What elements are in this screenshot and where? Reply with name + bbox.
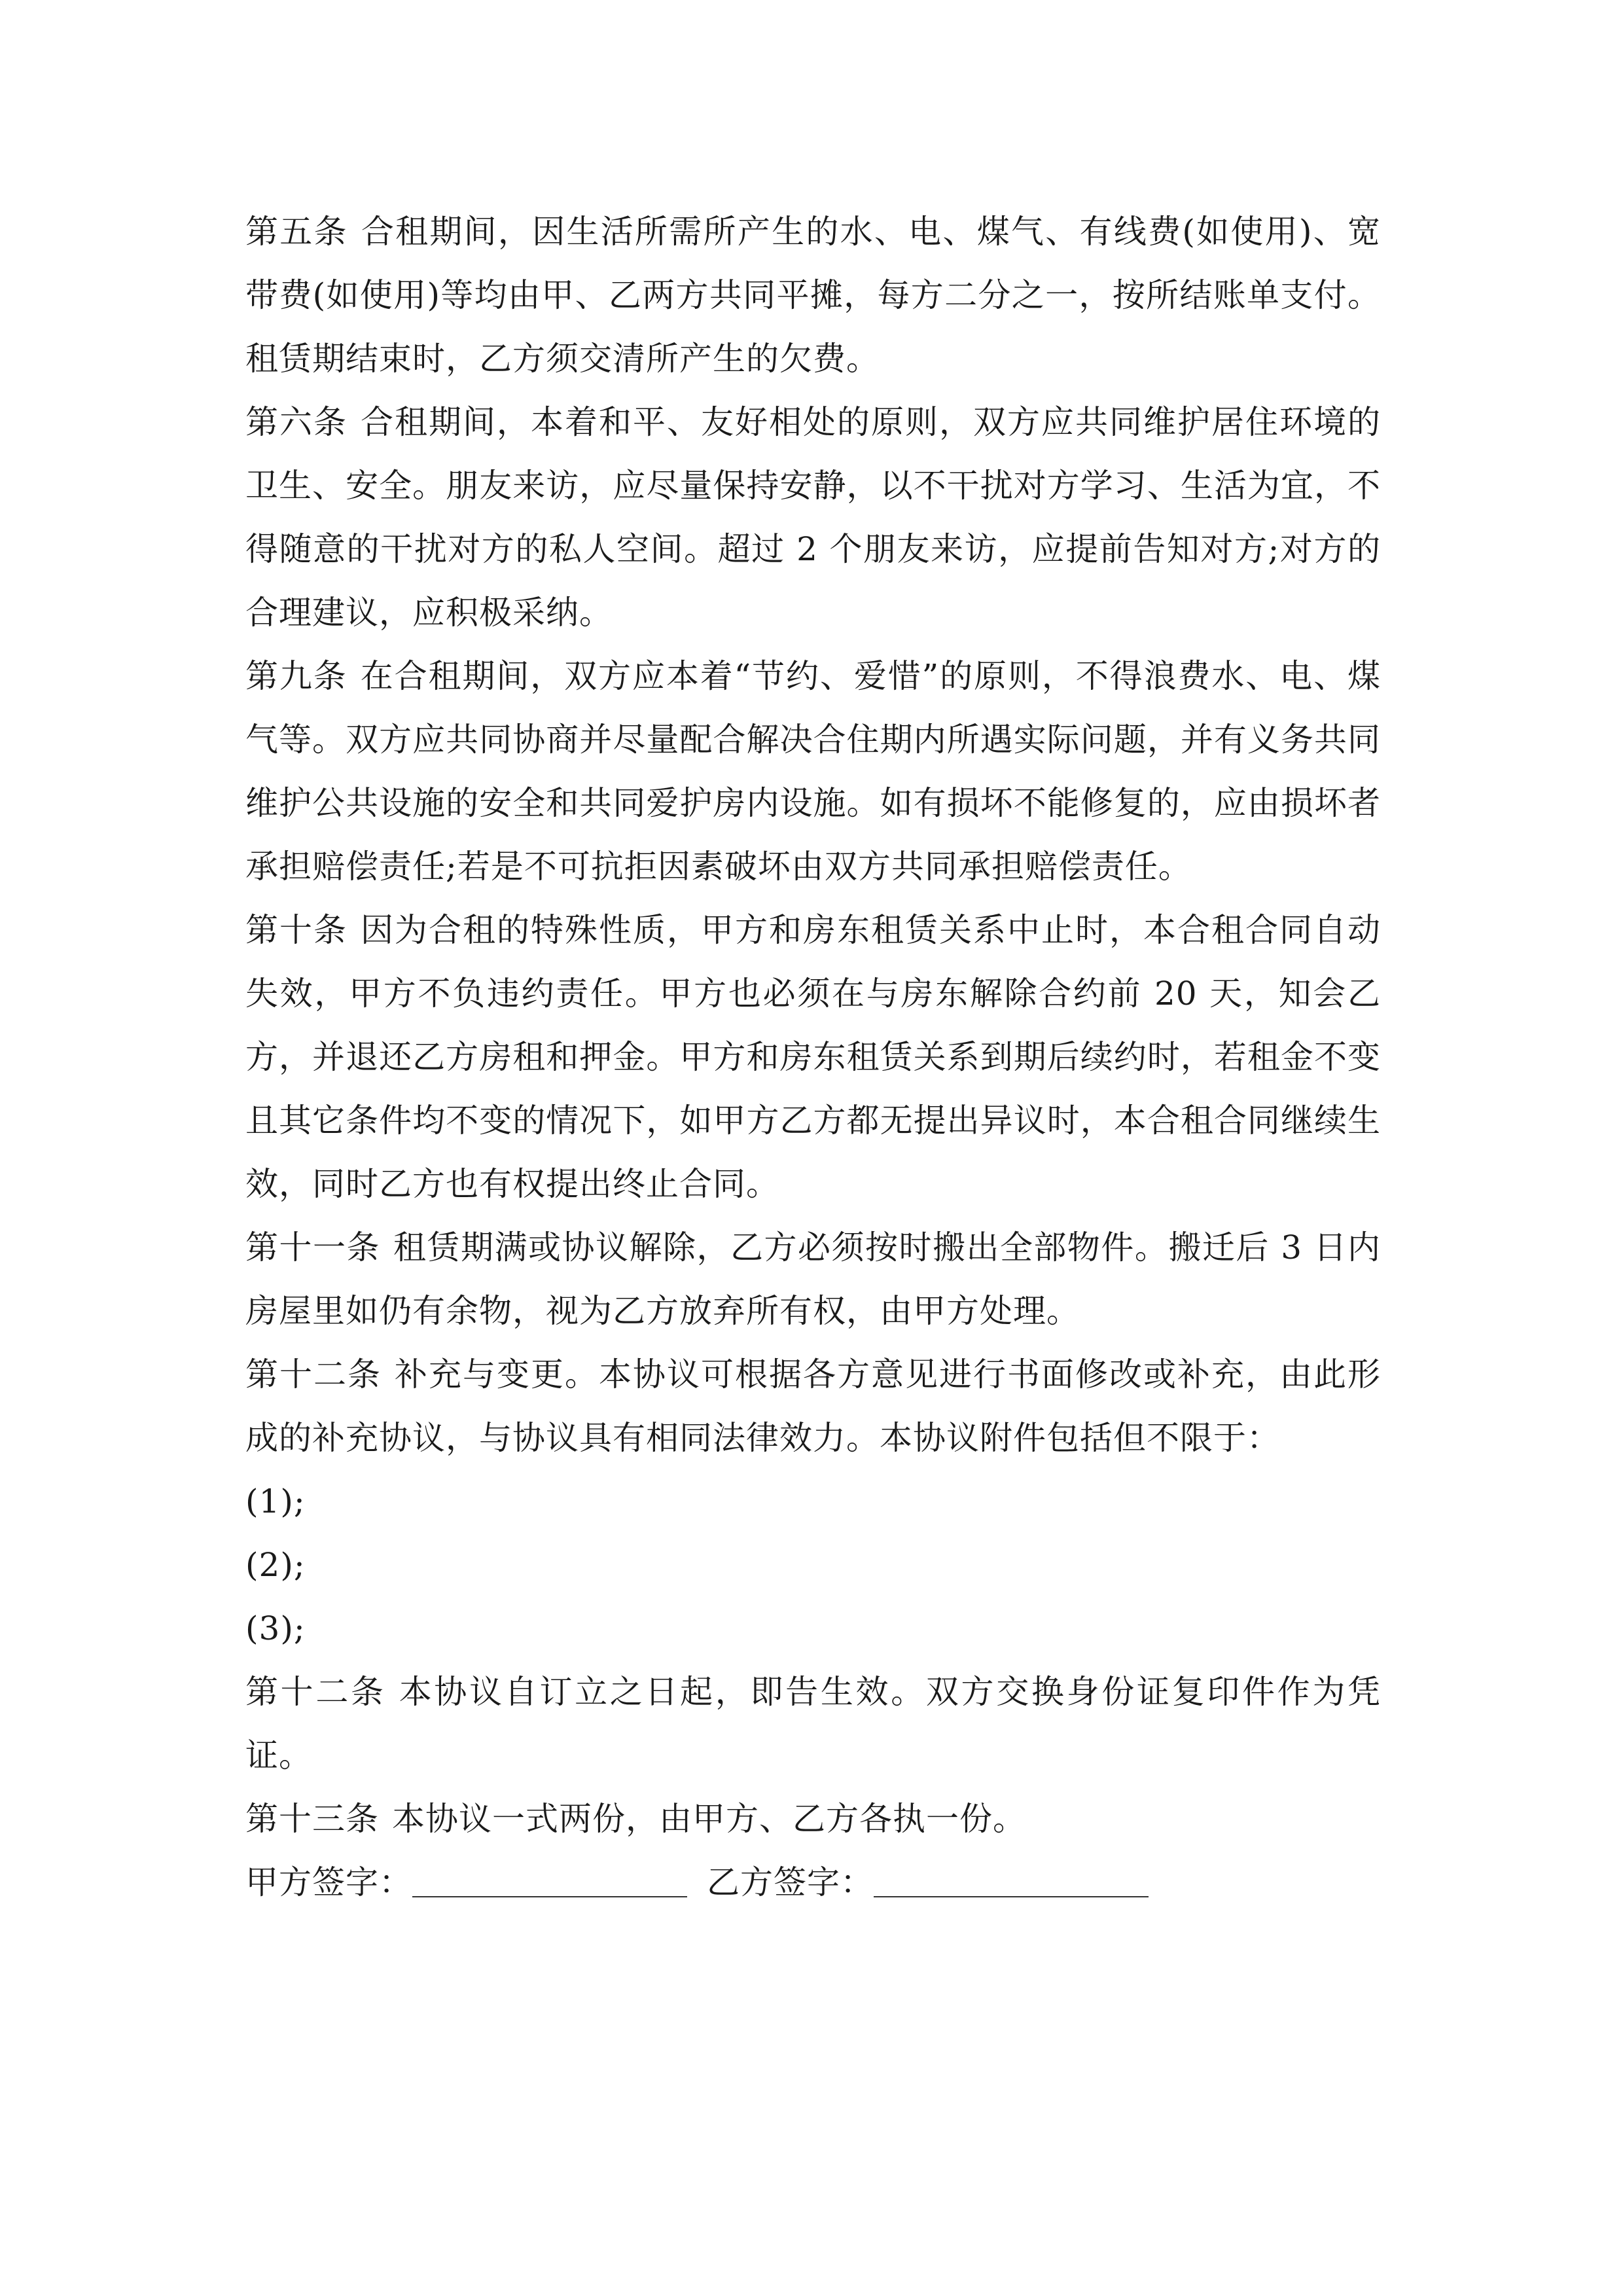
clause-text: 合租期间，本着和平、友好相处的原则，双方应共同维护居住环境的卫生、安全。朋友来访，应尽量保持安静，以不干扰对方学习、生活为宜，不得随意的干扰对方的私人空间。超过 2 个朋友来访，应提前告知对方;对方的合理建议，应积极采纳。 bbox=[245, 403, 1381, 632]
clause-text: 租赁期满或协议解除，乙方必须按时搬出全部物件。搬迁后 3 日内房屋里如仍有余物，视为乙方放弃所有权，由甲方处理。 bbox=[245, 1229, 1382, 1330]
clause-10 bbox=[245, 899, 1381, 1216]
clause-number: 第十二条 bbox=[245, 1355, 382, 1393]
clause-12-effective bbox=[245, 1660, 1381, 1787]
attachment-item-1: (1); bbox=[245, 1482, 306, 1520]
clause-12-supplement bbox=[245, 1343, 1381, 1470]
clause-number: 第十条 bbox=[245, 911, 348, 949]
party-b-signature-label: 乙方签字： bbox=[707, 1863, 874, 1901]
clause-6 bbox=[245, 391, 1381, 645]
party-a-signature-line[interactable] bbox=[412, 1870, 687, 1897]
clause-text: 补充与变更。本协议可根据各方意见进行书面修改或补充，由此形成的补充协议，与协议具有相同法律效力。本协议附件包括但不限于： bbox=[245, 1355, 1381, 1457]
document-body bbox=[245, 200, 1381, 1914]
attachment-item-3: (3); bbox=[245, 1609, 306, 1647]
clause-text: 本协议自订立之日起，即告生效。双方交换身份证复印件作为凭证。 bbox=[245, 1673, 1382, 1774]
clause-9 bbox=[245, 645, 1381, 899]
clause-text: 因为合租的特殊性质，甲方和房东租赁关系中止时，本合租合同自动失效，甲方不负违约责任。甲方也必须在与房东解除合约前 20 天，知会乙方，并退还乙方房租和押金。甲方和房东租赁关系到期后续约时，若租金不变且其它条件均不变的情况下，如甲方乙方都无提出异议时，本合租合同继续生效，同时乙方也有权提出终止合同。 bbox=[245, 911, 1381, 1203]
clause-text: 本协议一式两份，由甲方、乙方各执一份。 bbox=[392, 1800, 1026, 1838]
clause-number: 第十二条 bbox=[245, 1673, 386, 1711]
clause-text: 在合租期间，双方应本着“节约、爱惜”的原则，不得浪费水、电、煤气等。双方应共同协商并尽量配合解决合住期内所遇实际问题，并有义务共同维护公共设施的安全和共同爱护房内设施。如有损坏不能修复的，应由损坏者承担赔偿责任;若是不可抗拒因素破坏由双方共同承担赔偿责任。 bbox=[245, 657, 1381, 886]
clause-11 bbox=[245, 1216, 1381, 1343]
clause-number: 第六条 bbox=[245, 403, 348, 441]
signature-row bbox=[245, 1851, 1381, 1914]
attachment-item-2: (2); bbox=[245, 1546, 306, 1584]
party-b-signature-line[interactable] bbox=[874, 1870, 1149, 1897]
clause-number: 第五条 bbox=[245, 213, 348, 251]
clause-number: 第十一条 bbox=[245, 1229, 380, 1266]
clause-number: 第九条 bbox=[245, 657, 348, 695]
clause-13 bbox=[245, 1787, 1381, 1851]
clause-text: 合租期间，因生活所需所产生的水、电、煤气、有线费(如使用)、宽带费(如使用)等均由甲、乙两方共同平摊，每方二分之一，按所结账单支付。租赁期结束时，乙方须交清所产生的欠费。 bbox=[245, 213, 1382, 378]
clause-number: 第十三条 bbox=[245, 1800, 379, 1838]
party-a-signature-label: 甲方签字： bbox=[245, 1863, 412, 1901]
clause-5 bbox=[245, 200, 1381, 391]
